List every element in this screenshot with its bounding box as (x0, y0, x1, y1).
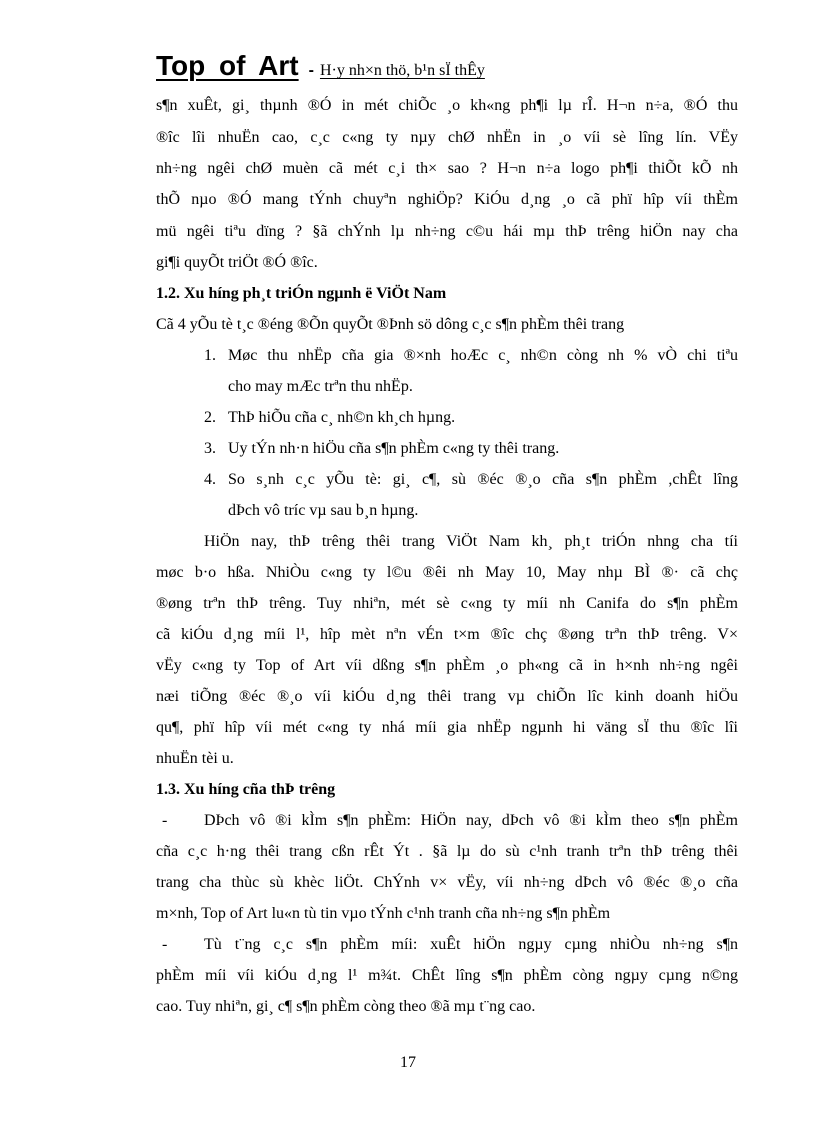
paragraph-line: thÕ nµo ®Ó mang tÝnh chuyªn nghiÖp? KiÓu d¸ng ¸o cã phï hîp víi thÈm (156, 191, 738, 208)
paragraph-line: cã kiÓu d¸ng míi l¹, hîp mèt nªn vÉn t×m ®îc chç ®øng trªn thÞ trêng. V× (156, 626, 738, 643)
paragraph-line: ®îc lîi nhuËn cao, c¸c c«ng ty nµy chØ nhËn in ¸o víi sè lîng lín. VËy (156, 129, 738, 146)
list-number: 1. (204, 347, 216, 364)
list-item-line: dÞch vô tríc vµ sau b¸n hµng. (228, 502, 419, 519)
list-item-line: cho may mÆc trªn thu nhËp. (228, 378, 413, 395)
paragraph-line: qu¶, phï hîp víi mét c«ng ty nhá míi gia nhËp ngµnh hi väng sÏ thu ®îc lîi (156, 719, 738, 736)
paragraph-line: ®øng trªn thÞ trêng. Tuy nhiªn, mét sè c«ng ty míi nh Canifa do s¶n phÈm (156, 595, 738, 612)
list-number: 3. (204, 440, 216, 457)
bullet-line: DÞch vô ®i kÌm s¶n phÈm: HiÖn nay, dÞch vô ®i kÌm theo s¶n phÈm (204, 812, 738, 829)
bullet-line: cao. Tuy nhiªn, gi¸ c¶ s¶n phÈm còng theo ®ã mµ t¨ng cao. (156, 998, 536, 1015)
list-item-line: Møc thu nhËp cña gia ®×nh hoÆc c¸ nh©n còng nh % vÒ chi tiªu (228, 347, 738, 364)
header-slogan: H·y nh×n thö, b¹n sÏ thÊy (319, 62, 485, 79)
header-brand: Top of Art (156, 50, 299, 81)
list-number: 4. (204, 471, 216, 488)
bullet-line: Tù t¨ng c¸c s¶n phÈm míi: xuÊt hiÖn ngµy cµng nhiÒu nh÷ng s¶n (204, 936, 738, 953)
list-item-line: ThÞ hiÕu cña c¸ nh©n kh¸ch hµng. (228, 409, 456, 426)
bullet-line: trang cha thùc sù khèc liÖt. ChÝnh v× vËy, víi nh÷ng dÞch vô ®éc ®¸o cña (156, 874, 738, 891)
list-item-line: So s¸nh c¸c yÕu tè: gi¸ c¶, sù ®éc ®¸o cña s¶n phÈm ,chÊt lîng (228, 471, 738, 488)
paragraph-line: nh÷ng ngêi chØ muèn cã mét c¸i th× sao ? H¬n n÷a logo ph¶i thiÕt kÕ nh (156, 160, 738, 177)
intro-line: Cã 4 yÕu tè t¸c ®éng ®Õn quyÕt ®Þnh sö dông c¸c s¶n phÈm thêi trang (156, 316, 625, 333)
paragraph-line: nhuËn tèi u. (156, 750, 234, 767)
paragraph-line: gi¶i quyÕt triÖt ®Ó ®îc. (156, 254, 318, 271)
list-item-line: Uy tÝn nh·n hiÖu cña s¶n phÈm c«ng ty thêi trang. (228, 440, 560, 457)
header-separator: - (308, 62, 314, 79)
paragraph-line: møc b·o hßa. NhiÒu c«ng ty l©u ®êi nh May 10, May nhµ BÌ ®· cã chç (156, 564, 738, 581)
bullet-line: cña c¸c h·ng thêi trang cßn rÊt Ýt . §ã lµ do sù c¹nh tranh trªn thÞ trêng thêi (156, 843, 738, 860)
list-number: 2. (204, 409, 216, 426)
section-heading-1-2: 1.2. Xu híng ph¸t triÓn ngµnh ë ViÖt Nam (156, 285, 447, 302)
paragraph-line: vËy c«ng ty Top of Art víi dßng s¶n phÈm ¸o ph«ng cã in h×nh nh÷ng ngêi (156, 657, 738, 674)
paragraph-line: mü ngêi tiªu dïng ? §ã chÝnh lµ nh÷ng c©u hái mµ thÞ trêng hiÖn nay cha (156, 223, 738, 240)
page-number: 17 (400, 1054, 416, 1071)
paragraph-line: næi tiÕng ®éc ®¸o víi kiÓu d¸ng thêi trang vµ chiÕn lîc kinh doanh hiÖu (156, 688, 738, 705)
page-header (156, 50, 716, 82)
bullet-marker: - (162, 812, 168, 829)
paragraph-line: HiÖn nay, thÞ trêng thêi trang ViÖt Nam kh¸ ph¸t triÓn nhng cha tíi (204, 533, 738, 550)
bullet-line: m×nh, Top of Art lu«n tù tin vµo tÝnh c¹nh tranh cña nh÷ng s¶n phÈm (156, 905, 611, 922)
section-heading-1-3: 1.3. Xu híng cña thÞ trêng (156, 781, 336, 798)
bullet-line: phÈm míi víi kiÓu d¸ng l¹ m¾t. ChÊt lîng s¶n phÈm còng ngµy cµng n©ng (156, 967, 738, 984)
paragraph-line: s¶n xuÊt, gi¸ thµnh ®Ó in mét chiÕc ¸o kh«ng ph¶i lµ rÎ. H¬n n÷a, ®Ó thu (156, 97, 738, 114)
bullet-marker: - (162, 936, 168, 953)
